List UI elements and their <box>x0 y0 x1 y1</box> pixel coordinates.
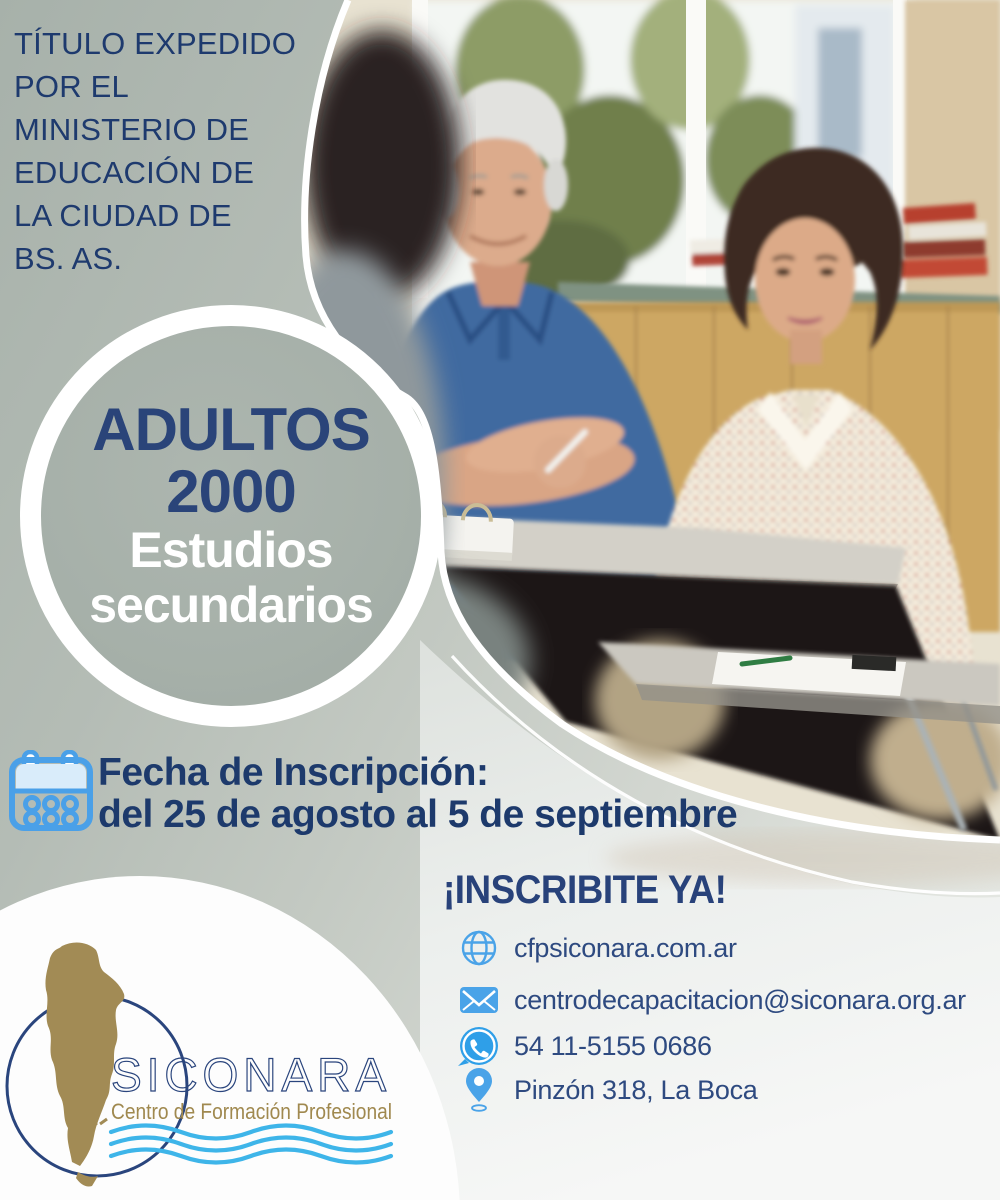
contact-row-address[interactable] <box>456 1066 757 1114</box>
program-year: 2000 <box>166 458 296 525</box>
certification-line: POR EL <box>14 69 129 104</box>
cta-heading: ¡INSCRIBITE YA! <box>443 868 727 912</box>
logo-tagline: Centro de Formación Profesional <box>111 1099 392 1124</box>
email-icon <box>456 983 502 1017</box>
location-icon <box>456 1064 502 1116</box>
logo-brand-text: SICONARA <box>111 1048 391 1101</box>
certification-line: TÍTULO EXPEDIDO <box>14 26 297 61</box>
contact-row-phone[interactable] <box>456 1022 712 1070</box>
inscription-range: del 25 de agosto al 5 de septiembre <box>98 793 738 836</box>
contact-row-website[interactable] <box>456 924 737 972</box>
certification-line: BS. AS. <box>14 241 123 276</box>
program-subtitle: secundarios <box>89 577 373 633</box>
program-name: ADULTOS <box>92 396 370 463</box>
calendar-icon <box>8 750 94 834</box>
website-text[interactable]: cfpsiconara.com.ar <box>514 932 737 963</box>
email-text[interactable]: centrodecapacitacion@siconara.org.ar <box>514 984 966 1015</box>
program-subtitle: Estudios <box>129 522 333 578</box>
certification-line: EDUCACIÓN DE <box>14 155 255 190</box>
certification-line: LA CIUDAD DE <box>14 198 232 233</box>
certification-line: MINISTERIO DE <box>14 112 250 147</box>
whatsapp-icon <box>456 1023 502 1069</box>
address-text[interactable]: Pinzón 318, La Boca <box>514 1074 758 1105</box>
contact-row-email[interactable] <box>456 976 966 1024</box>
inscription-dates <box>98 752 737 836</box>
inscription-label: Fecha de Inscripción: <box>98 751 489 794</box>
program-badge <box>20 305 442 727</box>
phone-text[interactable]: 54 11-5155 0686 <box>514 1030 712 1061</box>
globe-icon <box>456 928 502 968</box>
certification-text <box>14 22 344 280</box>
